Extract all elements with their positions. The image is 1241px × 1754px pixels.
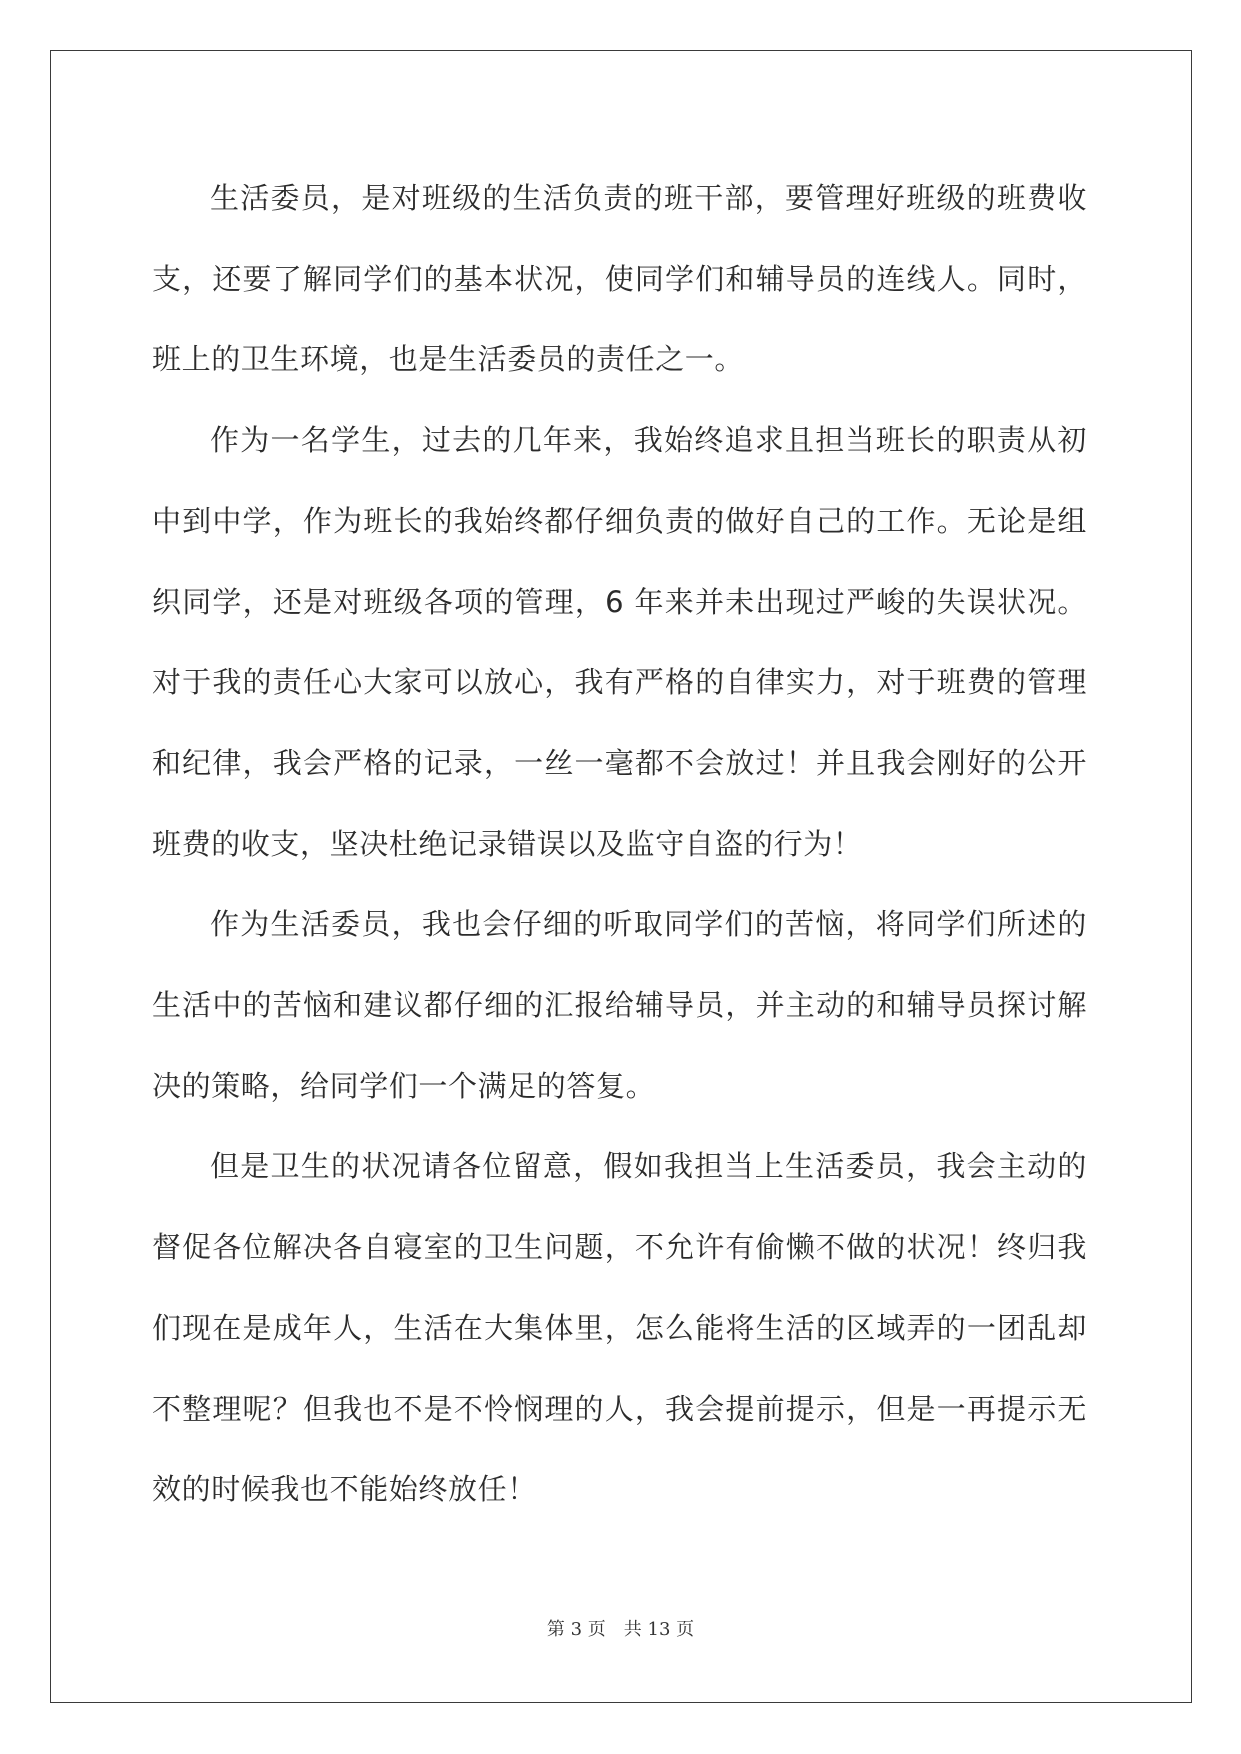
page-total: 共 13 页 — [623, 1619, 695, 1640]
paragraph-3: 作为生活委员，我也会仔细的听取同学们的苦恼，将同学们所述的生活中的苦恼和建议都仔细的汇报给辅导员，并主动的和辅导员探讨解决的策略，给同学们一个满足的答复。 — [152, 907, 1087, 1103]
paragraph-1: 生活委员，是对班级的生活负责的班干部，要管理好班级的班费收支，还要了解同学们的基本状况，使同学们和辅导员的连线人。同时，班上的卫生环境，也是生活委员的责任之一。 — [152, 181, 1087, 377]
paragraph-2: 作为一名学生，过去的几年来，我始终追求且担当班长的职责从初中到中学，作为班长的我始终都仔细负责的做好自己的工作。无论是组织同学，还是对班级各项的管理，6 年来并未出现过严峻的失误状况。对于我的责任心大家可以放心，我有严格的自律实力，对于班费的管理和纪律，我会严格的记录，一丝一毫都不会放过！并且我会刚好的公开班费的收支，坚决杜绝记录错误以及监守自盗的行为！ — [152, 423, 1087, 861]
document-body — [152, 158, 1087, 1530]
paragraph-4: 但是卫生的状况请各位留意，假如我担当上生活委员，我会主动的督促各位解决各自寝室的卫生问题，不允许有偷懒不做的状况！终归我们现在是成年人，生活在大集体里，怎么能将生活的区域弄的一团乱却不整理呢？但我也不是不怜悯理的人，我会提前提示，但是一再提示无效的时候我也不能始终放任！ — [152, 1149, 1087, 1507]
page-number: 第 3 页 — [546, 1619, 606, 1640]
page-footer — [0, 1618, 1241, 1642]
